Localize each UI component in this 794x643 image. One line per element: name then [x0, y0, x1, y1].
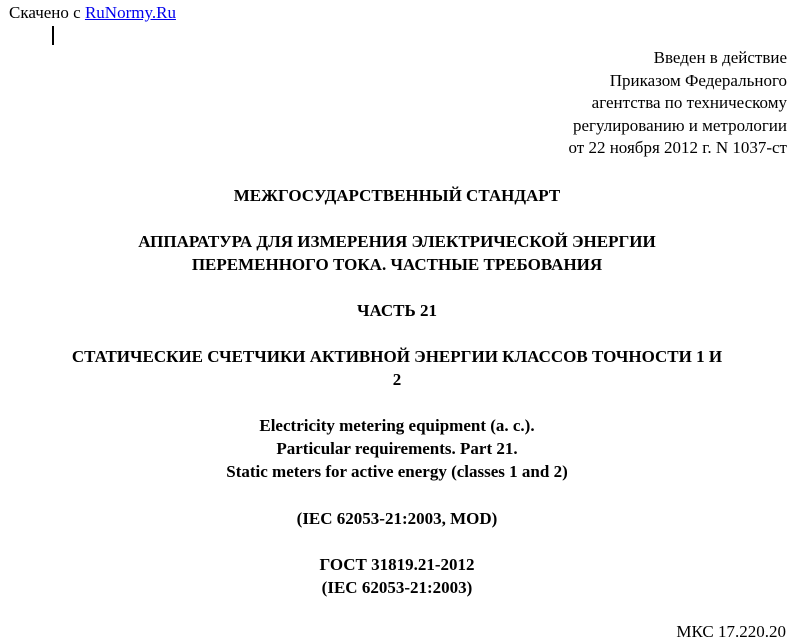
downloaded-prefix: Скачено с	[9, 3, 81, 22]
iec-reference: (IEC 62053-21:2003)	[321, 578, 473, 597]
english-title-line: Static meters for active energy (classes 1 and 2)	[226, 462, 568, 481]
enactment-line: агентства по техническому	[591, 93, 787, 112]
enactment-line: регулированию и метрологии	[572, 115, 787, 135]
gost-designation	[0, 553, 794, 599]
runormy-link[interactable]: RuNormy.Ru	[84, 3, 176, 22]
russian-subtitle-line: СТАТИЧЕСКИЕ СЧЕТЧИКИ АКТИВНОЙ ЭНЕРГИИ КЛАССОВ ТОЧНОСТИ 1 И	[71, 347, 723, 366]
enactment-line: Введен в действие	[653, 48, 787, 67]
russian-subtitle	[0, 345, 794, 391]
english-title-line: Electricity metering equipment (a. c.).	[259, 416, 535, 435]
gost-number: ГОСТ 31819.21-2012	[319, 555, 475, 574]
russian-title-line: ПЕРЕМЕННОГО ТОКА. ЧАСТНЫЕ ТРЕБОВАНИЯ	[191, 255, 603, 274]
russian-title-line: АППАРАТУРА ДЛЯ ИЗМЕРЕНИЯ ЭЛЕКТРИЧЕСКОЙ ЭНЕРГИИ	[138, 232, 656, 251]
iec-mod-reference: (IEC 62053-21:2003, MOD)	[296, 509, 498, 528]
russian-subtitle-line: 2	[392, 370, 402, 389]
english-title	[0, 414, 794, 483]
part-heading: ЧАСТЬ 21	[356, 301, 437, 320]
russian-title	[0, 230, 794, 276]
enactment-line: от 22 ноября 2012 г. N 1037-ст	[568, 138, 787, 157]
enactment-line: Приказом Федерального	[609, 70, 787, 90]
standard-type-heading: МЕЖГОСУДАРСТВЕННЫЙ СТАНДАРТ	[233, 186, 561, 205]
download-source-line	[9, 3, 176, 23]
english-title-line: Particular requirements. Part 21.	[276, 439, 518, 458]
text-cursor	[52, 26, 54, 45]
mks-code: МКС 17.220.20	[676, 622, 786, 641]
enactment-note	[569, 47, 788, 160]
